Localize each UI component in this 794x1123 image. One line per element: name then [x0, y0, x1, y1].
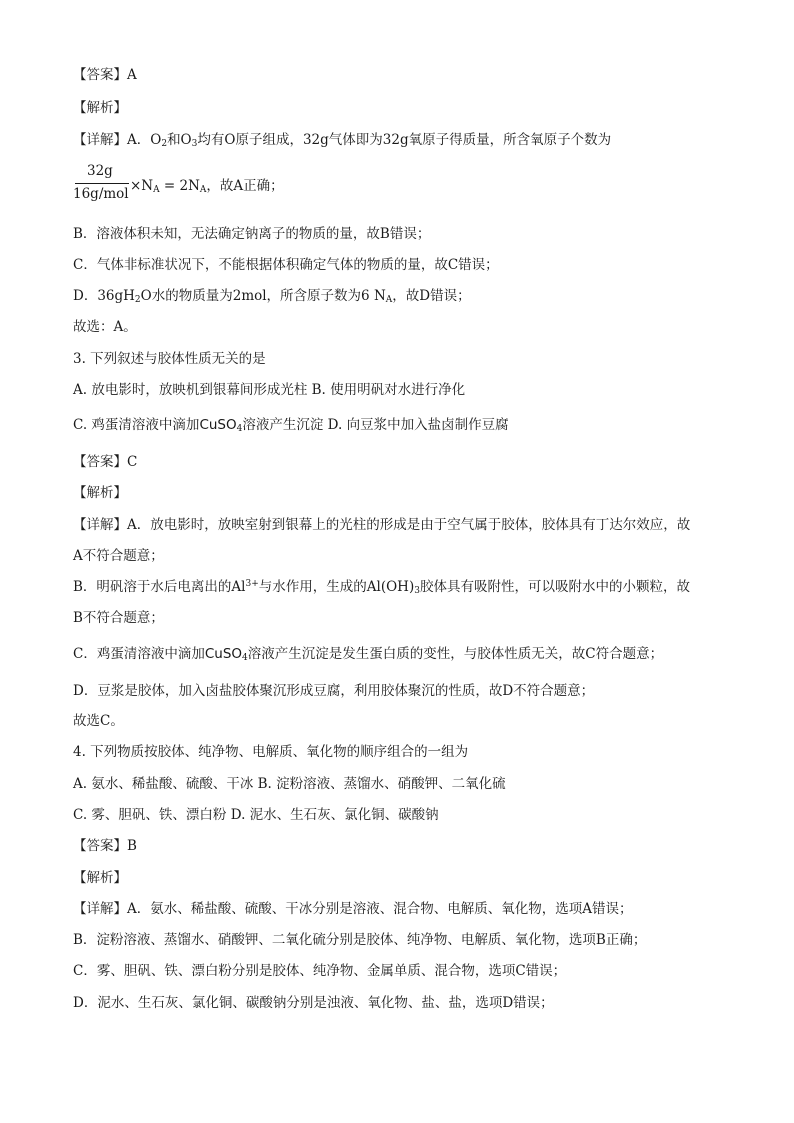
text: 溶液产生沉淀是发生蛋白质的变性，与胶体性质无关，故C符合题意；: [247, 646, 664, 662]
q2-line-b: B．溶液体积未知，无法确定钠离子的物质的量，故B错误；: [73, 226, 431, 242]
subscript: A: [199, 185, 207, 195]
answer-tag: 【答案】: [73, 838, 127, 854]
subscript: 4: [242, 653, 248, 663]
q3-detail-a-2: A不符合题意；: [73, 548, 164, 564]
q3-detail-d: D．豆浆是胶体，加入卤盐胶体聚沉形成豆腐，利用胶体聚沉的性质，故D不符合题意；: [73, 683, 595, 699]
formula: CuSO: [204, 646, 243, 662]
q4-detail-c: C．雾、胆矾、铁、漂白粉分别是胶体、纯净物、金属单质、混合物，选项C错误；: [73, 963, 567, 979]
q2-detail-a: [73, 131, 611, 149]
q3-choose: 故选C。: [73, 713, 124, 729]
answer-tag: 【答案】: [73, 67, 127, 83]
fraction-bar: [75, 183, 129, 184]
text: ，故A正确；: [206, 178, 284, 194]
analysis-tag: 【解析】: [73, 100, 127, 116]
q4-options-ab: A. 氨水、稀盐酸、硫酸、干冰 B. 淀粉溶液、蒸馏水、硝酸钾、二氧化硫: [73, 776, 506, 792]
q3-detail-c: [73, 645, 663, 663]
q2-line-c: C．气体非标准状况下，不能根据体积确定气体的物质的量，故C错误；: [73, 257, 499, 273]
superscript: 3+: [245, 579, 259, 589]
q4-detail-d: D．泥水、生石灰、氯化铜、碳酸钠分别是浊液、氧化物、盐、盐，选项D错误；: [73, 995, 554, 1011]
q2-analysis-tag: [73, 99, 127, 117]
detail-tag: 【详解】: [73, 901, 127, 917]
subscript: 3: [191, 139, 198, 149]
subscript: 2: [161, 139, 168, 149]
q4-answer-line: [73, 837, 137, 855]
q3-answer-line: [73, 453, 137, 471]
text: B．明矾溶于水后电离出的Al: [73, 579, 246, 595]
subscript: 2: [134, 295, 141, 305]
answer-tag: 【答案】: [73, 454, 127, 470]
q2-answer-line: [73, 66, 137, 84]
q3-options-cd: [73, 416, 509, 434]
detail-tag: 【详解】: [73, 132, 127, 148]
q2-choose: 故选：A。: [73, 319, 137, 335]
q4-stem: 4. 下列物质按胶体、纯净物、电解质、氧化物的顺序组合的一组为: [73, 744, 469, 760]
q4-detail-a: [73, 900, 633, 918]
q4-options-cd: C. 雾、胆矾、铁、漂白粉 D. 泥水、生石灰、氯化铜、碳酸钠: [73, 807, 439, 823]
text: 溶液产生沉淀 D. 向豆浆中加入盐卤制作豆腐: [242, 417, 509, 433]
text: A．氨水、稀盐酸、硫酸、干冰分别是溶液、混合物、电解质、氧化物，选项A错误；: [127, 901, 633, 917]
subscript: A: [385, 295, 393, 305]
q3-stem: 3. 下列叙述与胶体性质无关的是: [73, 351, 266, 367]
subscript: 4: [236, 424, 243, 434]
q2-line-d: [73, 287, 471, 305]
fraction-denominator: 16g/mol: [73, 186, 129, 202]
answer-value: C: [127, 454, 138, 470]
answer-value: A: [127, 67, 137, 83]
text: O水的物质量为2mol，所含原子数为6 N: [140, 288, 386, 304]
text: A．O: [127, 132, 162, 148]
text: 与水作用，生成的Al(OH): [258, 579, 415, 595]
subscript: A: [153, 185, 160, 195]
fraction-rest: [130, 174, 284, 194]
q3-analysis-tag: 【解析】: [73, 485, 127, 501]
q3-detail-b-2: B不符合题意；: [73, 610, 164, 626]
text: C．鸡蛋清溶液中滴加: [73, 646, 205, 662]
text: = 2N: [159, 178, 200, 194]
formula: CuSO: [199, 417, 237, 433]
subscript: 3: [414, 586, 420, 596]
text: A．放电影时，放映室射到银幕上的光柱的形成是由于空气属于胶体，胶体具有丁达尔效应，故: [127, 517, 691, 533]
text: C. 鸡蛋清溶液中滴加: [73, 417, 200, 433]
q3-detail-a-1: [73, 516, 690, 534]
answer-value: B: [127, 838, 137, 854]
text: 和O: [167, 132, 192, 148]
text: 均有O原子组成，32g气体即为32g氧原子得质量，所含氧原子个数为: [197, 132, 612, 148]
q4-detail-b: B．淀粉溶液、蒸馏水、硝酸钾、二氧化硫分别是胶体、纯净物、电解质、氧化物，选项B正确；: [73, 932, 647, 948]
text: ，故D错误；: [392, 288, 471, 304]
text: D．36gH: [73, 288, 135, 304]
detail-tag: 【详解】: [73, 517, 127, 533]
text: ×N: [130, 178, 154, 194]
q3-options-ab: A. 放电影时，放映机到银幕间形成光柱 B. 使用明矾对水进行净化: [73, 382, 466, 398]
q3-detail-b-1: [73, 578, 690, 596]
q4-analysis-tag: 【解析】: [73, 870, 127, 886]
fraction-numerator: 32g: [87, 163, 113, 179]
text: 胶体具有吸附性，可以吸附水中的小颗粒，故: [419, 579, 690, 595]
